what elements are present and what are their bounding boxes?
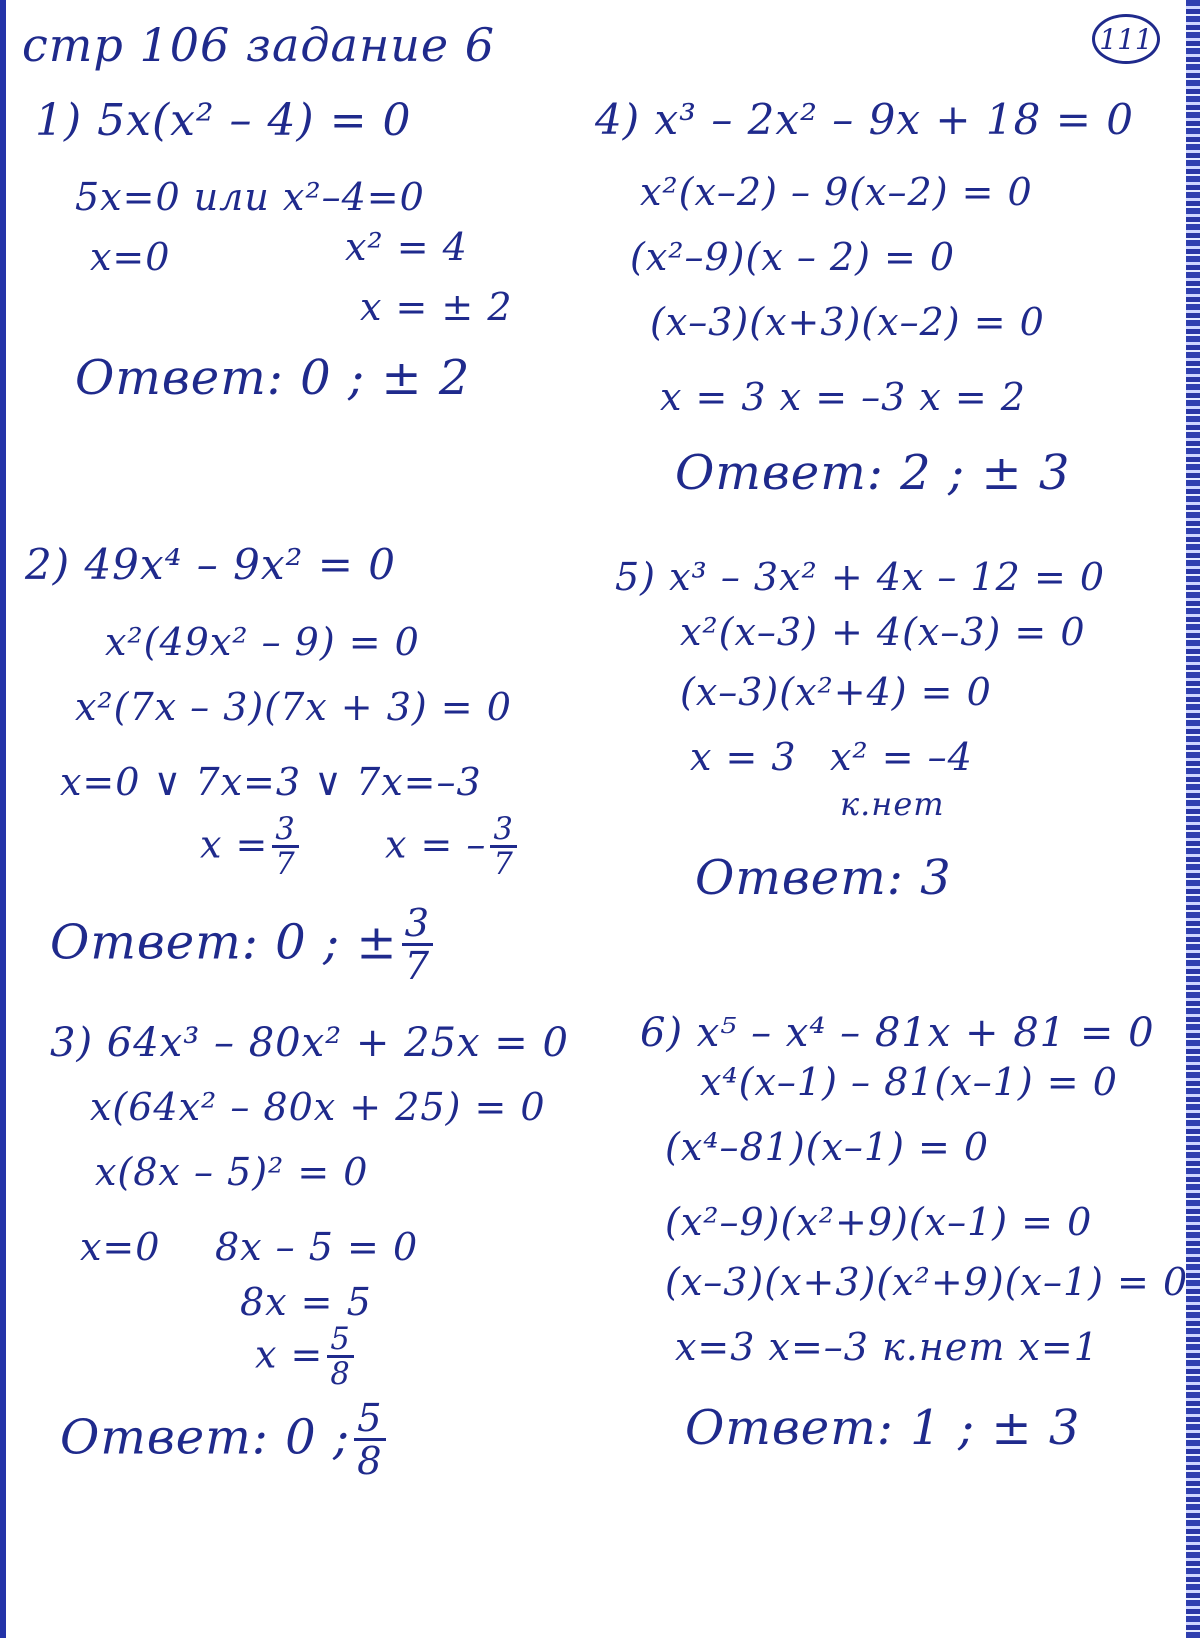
fraction-denominator: 7 (275, 847, 296, 883)
problem-2-answer-fraction (402, 901, 433, 990)
problem-2-step-1: x²(49x² – 9) = 0 (105, 620, 420, 664)
fraction-numerator: 3 (402, 905, 433, 946)
fraction-denominator: 8 (330, 1357, 351, 1393)
problem-2-step-4a-fraction (272, 812, 298, 883)
problem-3-answer (60, 1396, 386, 1485)
fraction-numerator: 3 (490, 815, 516, 848)
notebook-left-edge (0, 0, 6, 1638)
page-number-circle (1092, 14, 1160, 64)
problem-6-equation: 6) x⁵ – x⁴ – 81x + 81 = 0 (640, 1010, 1155, 1056)
fraction-numerator: 5 (327, 1325, 353, 1358)
problem-3-answer-prefix: Ответ: 0 ; (60, 1409, 351, 1466)
fraction-denominator: 8 (357, 1439, 383, 1485)
page-header: стр 106 задание 6 (22, 18, 496, 72)
problem-1-step-2: x=0 (90, 235, 171, 279)
problem-1-equation: 1) 5x(x² – 4) = 0 (35, 95, 412, 146)
problem-5-no-roots: к.нет (840, 785, 945, 823)
problem-4-step-2: (x²–9)(x – 2) = 0 (630, 235, 956, 279)
problem-2-step-4a (200, 812, 299, 883)
problem-3-step-5-fraction (327, 1322, 353, 1393)
problem-2-step-4b-fraction (490, 812, 516, 883)
problem-1-step-3: x² = 4 (345, 225, 468, 269)
problem-3-step-2: x(8x – 5)² = 0 (95, 1150, 369, 1194)
problem-3-step-1: x(64x² – 80x + 25) = 0 (90, 1085, 546, 1129)
problem-5-step-2: (x–3)(x²+4) = 0 (680, 670, 992, 714)
problem-2-step-4b-prefix: x = – (385, 822, 487, 867)
fraction-numerator: 5 (354, 1400, 385, 1441)
notebook-spine (1186, 0, 1200, 1638)
problem-4-answer: Ответ: 2 ; ± 3 (675, 445, 1071, 501)
problem-3-step-4: 8x = 5 (240, 1280, 372, 1324)
problem-1-step-1: 5x=0 или x²–4=0 (75, 175, 425, 219)
problem-2-equation: 2) 49x⁴ – 9x² = 0 (25, 540, 396, 589)
problem-5-step-3b: x² = –4 (830, 735, 973, 779)
problem-6-step-3: (x²–9)(x²+9)(x–1) = 0 (665, 1200, 1093, 1244)
problem-1-step-4: x = ± 2 (360, 285, 513, 329)
problem-4-equation: 4) x³ – 2x² – 9x + 18 = 0 (595, 95, 1134, 144)
problem-1-answer: Ответ: 0 ; ± 2 (75, 350, 471, 406)
problem-6-step-5: x=3 x=–3 к.нет x=1 (675, 1325, 1099, 1369)
fraction-denominator: 7 (493, 847, 514, 883)
problem-5-step-1: x²(x–3) + 4(x–3) = 0 (680, 610, 1086, 654)
page-number: 111 (1099, 22, 1153, 56)
problem-6-step-1: x⁴(x–1) – 81(x–1) = 0 (700, 1060, 1118, 1104)
problem-2-step-3: x=0 ∨ 7x=3 ∨ 7x=–3 (60, 760, 482, 804)
problem-3-step-5-prefix: x = (255, 1332, 324, 1377)
problem-2-answer-prefix: Ответ: 0 ; ± (50, 914, 398, 971)
problem-5-equation: 5) x³ – 3x² + 4x – 12 = 0 (615, 555, 1106, 599)
problem-4-step-4: x = 3 x = –3 x = 2 (660, 375, 1026, 419)
problem-3-step-3a: x=0 (80, 1225, 161, 1269)
problem-6-step-4: (x–3)(x+3)(x²+9)(x–1) = 0 (665, 1260, 1189, 1304)
fraction-denominator: 7 (404, 944, 431, 990)
problem-2-answer (50, 901, 433, 990)
problem-2-step-2: x²(7x – 3)(7x + 3) = 0 (75, 685, 512, 729)
problem-5-step-3a: x = 3 (690, 735, 797, 779)
problem-2-step-4b (385, 812, 517, 883)
problem-6-step-2: (x⁴–81)(x–1) = 0 (665, 1125, 990, 1169)
problem-5-answer: Ответ: 3 (695, 850, 952, 906)
problem-3-step-3b: 8x – 5 = 0 (215, 1225, 419, 1269)
problem-3-step-5 (255, 1322, 354, 1393)
problem-4-step-1: x²(x–2) – 9(x–2) = 0 (640, 170, 1033, 214)
problem-2-step-4a-prefix: x = (200, 822, 269, 867)
problem-4-step-3: (x–3)(x+3)(x–2) = 0 (650, 300, 1045, 344)
problem-3-equation: 3) 64x³ – 80x² + 25x = 0 (50, 1020, 569, 1066)
fraction-numerator: 3 (272, 815, 298, 848)
problem-3-answer-fraction (354, 1396, 385, 1485)
problem-6-answer: Ответ: 1 ; ± 3 (685, 1400, 1081, 1456)
